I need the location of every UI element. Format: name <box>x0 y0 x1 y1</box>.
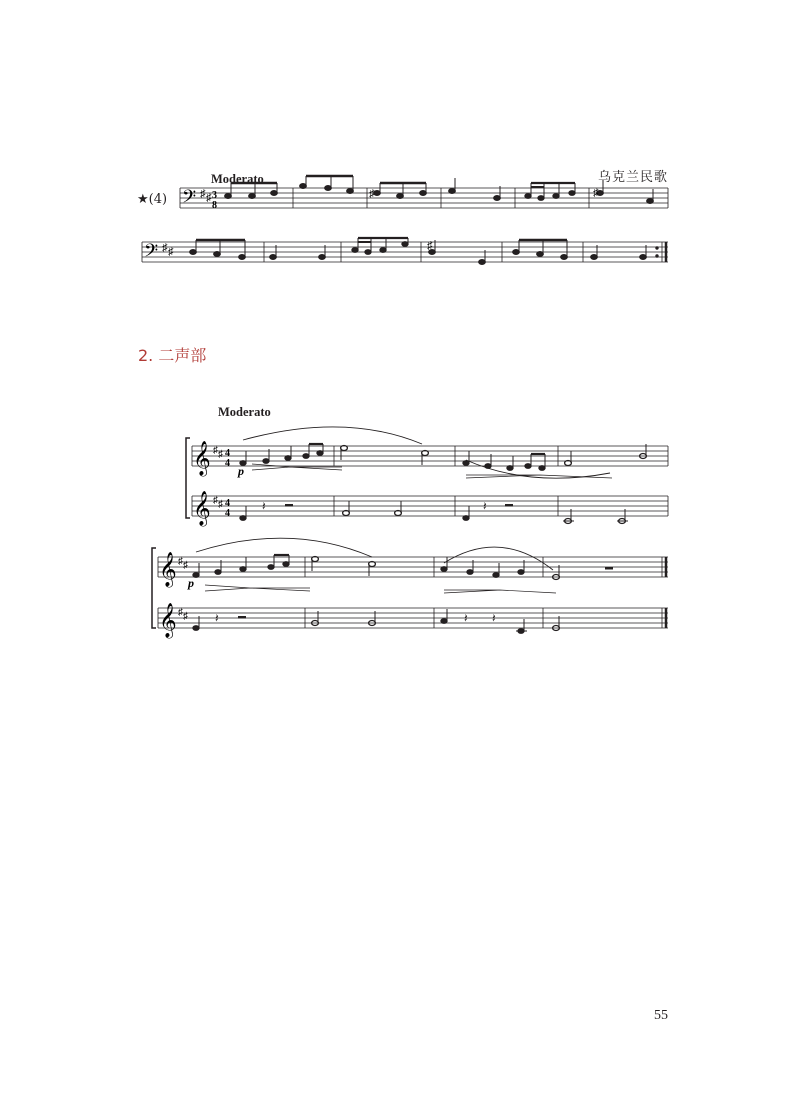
notes-upper-1 <box>240 444 647 470</box>
sharp-icon: ♯ <box>369 188 375 200</box>
sharp-icon: ♯ <box>427 240 433 252</box>
bass-score-ex4 <box>0 0 800 300</box>
treble-clef-icon: 𝄞 <box>159 553 177 586</box>
sharp-icon: ♯ <box>178 607 183 618</box>
sharp-icon: ♯ <box>183 560 188 571</box>
time-signature-bottom: 8 <box>212 200 217 211</box>
page-number: 55 <box>654 1008 668 1023</box>
treble-clef-icon: 𝄞 <box>193 492 211 525</box>
two-part-score <box>0 420 800 660</box>
svg-text:𝄽: 𝄽 <box>492 611 496 625</box>
sharp-icon: ♯ <box>593 187 599 199</box>
sharp-icon: ♯ <box>206 192 212 204</box>
treble-staff-lower-2 <box>158 608 668 628</box>
time-signature-top: 3 <box>212 190 217 201</box>
bass-clef-icon: 𝄢 <box>144 240 159 265</box>
svg-text:𝄽: 𝄽 <box>215 611 219 625</box>
svg-text:4: 4 <box>225 448 230 459</box>
treble-clef-icon: 𝄞 <box>159 604 177 637</box>
svg-text:𝄽: 𝄽 <box>464 611 468 625</box>
sharp-icon: ♯ <box>168 246 174 258</box>
svg-text:𝄽: 𝄽 <box>262 499 266 513</box>
sharp-icon: ♯ <box>213 495 218 506</box>
svg-text:4: 4 <box>225 508 230 519</box>
svg-text:4: 4 <box>225 458 230 469</box>
sharp-icon: ♯ <box>218 449 223 460</box>
sharp-icon: ♯ <box>162 242 168 254</box>
sharp-icon: ♯ <box>183 611 188 622</box>
bass-clef-icon: 𝄢 <box>182 186 197 211</box>
tempo-marking-ex4: Moderato <box>211 172 264 186</box>
tempo-marking-section: Moderato <box>218 405 271 419</box>
section-title: 2. 二声部 <box>138 346 207 365</box>
dynamic-marking: p <box>188 576 194 590</box>
sharp-icon: ♯ <box>218 499 223 510</box>
svg-text:4: 4 <box>225 498 230 509</box>
composer-credit: 乌克兰民歌 <box>598 170 669 185</box>
svg-text:𝄽: 𝄽 <box>483 499 487 513</box>
sharp-icon: ♯ <box>178 556 183 567</box>
dynamic-marking: p <box>238 464 244 478</box>
sharp-icon: ♯ <box>200 188 206 200</box>
treble-staff-upper-2 <box>158 557 668 577</box>
treble-clef-icon: 𝄞 <box>193 442 211 475</box>
sharp-icon: ♯ <box>213 445 218 456</box>
exercise-number: ★(4) <box>137 192 168 207</box>
